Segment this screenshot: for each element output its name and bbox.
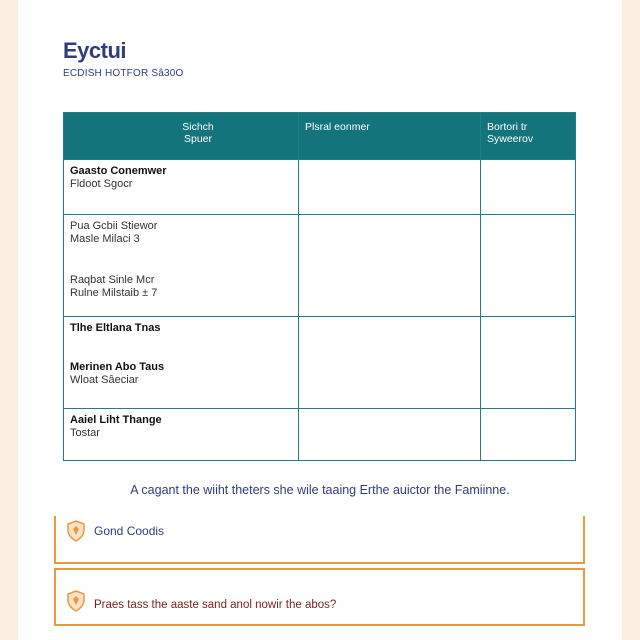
document-subtitle: ECDISH HOTFOR Sâ30O [63,68,184,79]
table-cell [64,215,299,317]
row-title: Aaiel Liht Thange [70,414,162,426]
brand-title: Eyctui [63,38,127,63]
table-cell-empty[interactable] [481,317,576,409]
table-cell-empty[interactable] [299,215,481,317]
column-header [299,113,481,160]
column-header-line: Plsral eonmer [305,121,370,133]
table-cell [64,317,299,409]
table-cell-empty[interactable] [299,160,481,215]
column-header [64,113,299,160]
row-subtitle: Fldoot Sgocr [70,178,133,190]
callout-label: Gond Coodis [94,524,165,538]
column-header-line: Spuer [183,133,213,145]
table-cell-empty[interactable] [481,215,576,317]
row-title: Merinen Abo Taus [70,361,165,373]
column-header-line: Sichch [182,121,214,133]
row-subtitle: Wloat Sâeciar [70,374,139,386]
table-cell-empty[interactable] [299,317,481,409]
shield-icon [66,590,86,612]
callout-label: Praes tass the aaste sand anol nowir the abos? [94,599,337,611]
row-title: Tlhe Eltlana Tnas [70,322,161,334]
column-header-line: Syweerov [487,133,534,145]
shield-icon [66,520,86,542]
callout-box [54,516,585,564]
table-cell-empty[interactable] [299,409,481,461]
row-title: Gaasto Conemwer [70,165,167,177]
table-cell [64,160,299,215]
table-row [64,215,576,317]
table-header-row [64,113,576,160]
table-row [64,409,576,461]
row-subtitle: Masle Milaci 3 [70,233,140,245]
callout-box [54,568,585,626]
row-title: Raqbat Sinle Mcr [70,274,155,286]
table-row [64,317,576,409]
row-subtitle: Rulne Milstaib ± 7 [70,287,158,299]
table-cell-empty[interactable] [481,160,576,215]
caption-text: A cagant the wiiht theters she wile taaing Erthe auictor the Famiinne. [130,483,510,497]
table-cell-empty[interactable] [481,409,576,461]
column-header [481,113,576,160]
table-row [64,160,576,215]
row-title: Pua Gcbii Stiewor [70,220,158,232]
document-sheet [18,0,622,640]
column-header-line: Bortori tr [487,121,528,133]
table-cell [64,409,299,461]
row-subtitle: Tostar [70,427,100,439]
form-table [63,112,576,461]
